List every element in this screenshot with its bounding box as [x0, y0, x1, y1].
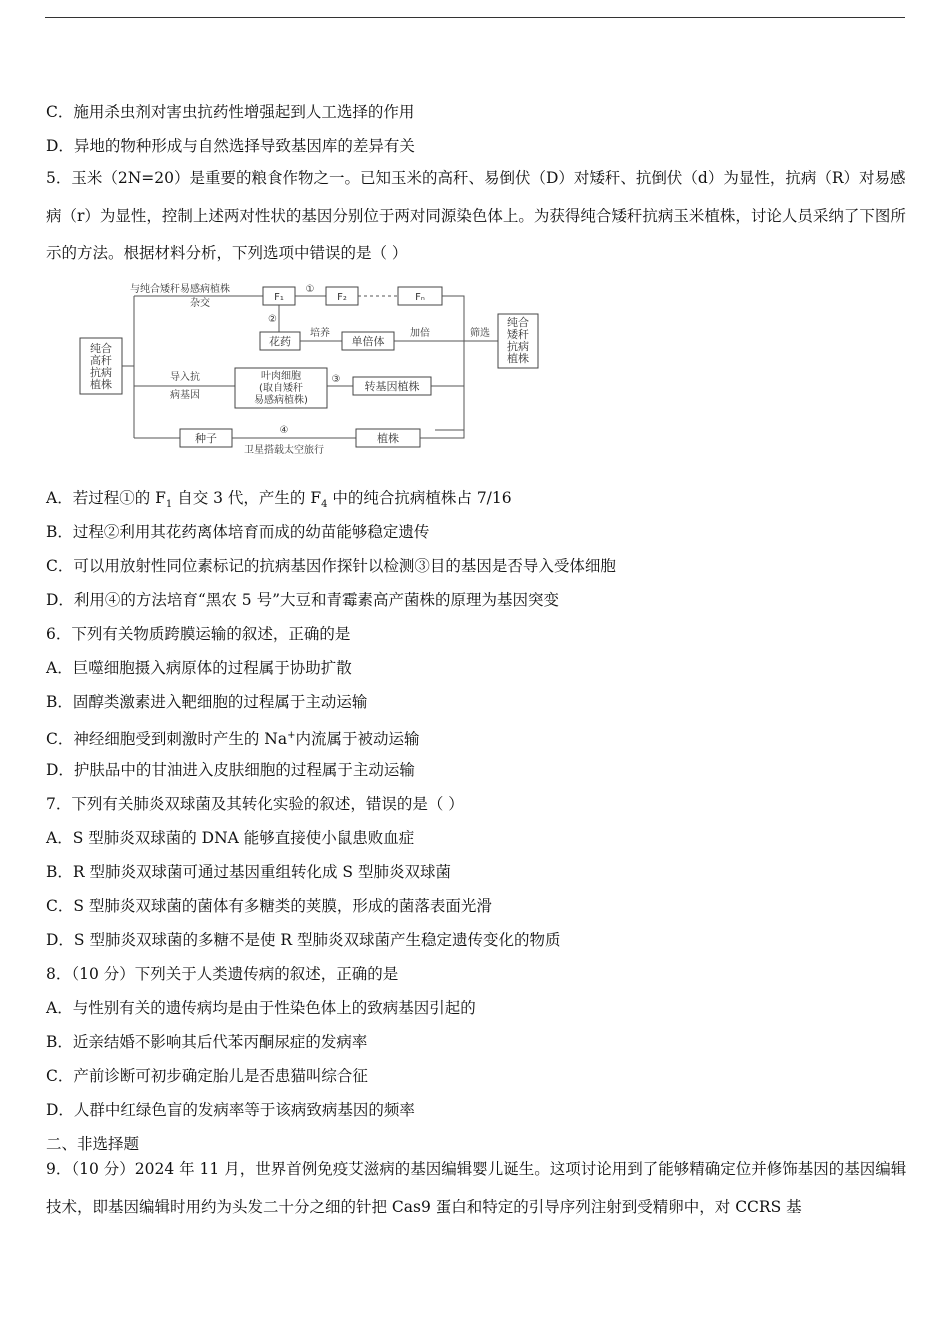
q8-option-a: A．与性别有关的遗传病均是由于性染色体上的致病基因引起的 [46, 999, 476, 1017]
diagram-right-box-line: 植株 [507, 352, 529, 365]
q7-option-a: A．S 型肺炎双球菌的 DNA 能够直接使小鼠患败血症 [46, 829, 415, 847]
q9-stem: 9．（10 分）2024 年 11 月，世界首例免疫艾滋病的基因编辑婴儿诞生。这项讨论用到了能够精确定位并修饰基因的基因编辑技术，即基因编辑时用约为头发二十分之细的针把 Cas9 蛋白和特定的引导序列注射到受精卵中，对 CCRS 基 [46, 1160, 907, 1216]
diagram-satellite: 卫星搭载太空旅行 [244, 445, 324, 456]
q5-stem: 5．玉米（2N=20）是重要的粮食作物之一。已知玉米的高秆、易倒伏（D）对矮秆、抗倒伏（d）为显性，抗病（R）对易感病（r）为显性，控制上述两对性状的基因分别位于两对同源染色体上。为获得纯合矮秆抗病玉米植株，讨论人员采纳了下图所示的方法。根据材料分析，下列选项中错误的是（ ） [46, 169, 906, 262]
q8-option-b: B．近亲结婚不影响其后代苯丙酮尿症的发病率 [46, 1033, 368, 1051]
diagram-left-box-line: 高秆 [90, 354, 112, 367]
q5-option-a-sub2: 4 [321, 499, 328, 511]
q8-option-c: C．产前诊断可初步确定胎儿是否患猫叫综合征 [46, 1067, 368, 1085]
q7-option-d: D．S 型肺炎双球菌的多糖不是使 R 型肺炎双球菌产生稳定遗传变化的物质 [46, 931, 561, 949]
q6-option-c-pre: C．神经细胞受到刺激时产生的 Na [46, 730, 288, 749]
q5-option-a-pre: A．若过程①的 F [46, 489, 166, 507]
diagram-mesophyll-line: (取自矮秆 [259, 383, 303, 394]
q6-option-a: A．巨噬细胞摄入病原体的过程属于协助扩散 [46, 659, 352, 677]
section-heading: 二、非选择题 [46, 1135, 140, 1153]
q6-stem: 6．下列有关物质跨膜运输的叙述，正确的是 [46, 625, 351, 643]
diagram-cross-label: 杂交 [190, 298, 210, 309]
diagram-transgenic: 转基因植株 [364, 380, 420, 393]
q4-option-d: D．异地的物种形成与自然选择导致基因库的差异有关 [46, 137, 415, 155]
diagram-anther: 花药 [269, 335, 291, 348]
q5-option-b: B．过程②利用其花药离体培育而成的幼苗能够稳定遗传 [46, 523, 430, 541]
diagram-step1: ① [305, 284, 315, 295]
q5-option-a-post: 中的纯合抗病植株占 7/16 [327, 489, 512, 507]
q5-option-a-mid: 自交 3 代，产生的 F [172, 489, 322, 507]
diagram-plant: 植株 [377, 432, 399, 445]
q7-stem: 7．下列有关肺炎双球菌及其转化实验的叙述，错误的是（ ） [46, 795, 464, 813]
q5-option-d: D．利用④的方法培育“黑农 5 号”大豆和青霉素高产菌株的原理为基因突变 [46, 591, 559, 609]
q7-option-b: B．R 型肺炎双球菌可通过基因重组转化成 S 型肺炎双球菌 [46, 863, 451, 881]
q4-option-c: C．施用杀虫剂对害虫抗药性增强起到人工选择的作用 [46, 103, 415, 121]
diagram-f1: F₁ [274, 292, 284, 303]
diagram-step3: ③ [331, 374, 341, 385]
diagram-mesophyll-line: 叶肉细胞 [261, 371, 301, 382]
q8-stem: 8．（10 分）下列关于人类遗传病的叙述，正确的是 [46, 965, 399, 983]
diagram-step4: ④ [279, 425, 289, 436]
q5-option-c: C．可以用放射性同位素标记的抗病基因作探针以检测③目的基因是否导入受体细胞 [46, 557, 616, 575]
q6-option-d: D．护肤品中的甘油进入皮肤细胞的过程属于主动运输 [46, 761, 415, 779]
diagram-f2: F₂ [337, 292, 347, 303]
q6-option-b: B．固醇类激素进入靶细胞的过程属于主动运输 [46, 693, 368, 711]
diagram-right-box-line: 抗病 [507, 340, 529, 353]
diagram-haploid: 单倍体 [351, 335, 385, 348]
q6-option-c [46, 726, 420, 749]
diagram-import-label: 导入抗 [170, 372, 200, 383]
diagram-right-box-line: 纯合 [507, 316, 529, 329]
diagram-step2: ② [268, 314, 277, 325]
diagram-culture: 培养 [310, 328, 330, 339]
header-rule [45, 17, 905, 18]
diagram-mesophyll-line: 易感病植株) [254, 395, 308, 406]
diagram-screen: 筛选 [470, 328, 490, 339]
diagram-double: 加倍 [410, 328, 430, 339]
diagram-left-box-line: 植株 [90, 378, 112, 391]
q8-option-d: D．人群中红绿色盲的发病率等于该病致病基因的频率 [46, 1101, 415, 1119]
diagram-right-box-line: 矮秆 [507, 328, 529, 341]
q7-option-c: C．S 型肺炎双球菌的菌体有多糖类的荚膜，形成的菌落表面光滑 [46, 897, 492, 915]
q5-option-a [46, 488, 512, 515]
q6-option-c-sup: + [287, 730, 296, 741]
q5-option-a-sub1: 1 [165, 499, 173, 511]
diagram-fn: Fₙ [415, 292, 425, 303]
diagram-left-box-line: 抗病 [90, 366, 112, 379]
q6-option-c-post: 内流属于被动运输 [295, 730, 420, 749]
diagram-left-box-line: 纯合 [90, 342, 112, 355]
q5-breeding-diagram [70, 280, 550, 460]
diagram-top-label: 与纯合矮秆易感病植株 [130, 284, 230, 295]
diagram-import-label: 病基因 [170, 390, 200, 401]
diagram-seed: 种子 [195, 432, 217, 445]
